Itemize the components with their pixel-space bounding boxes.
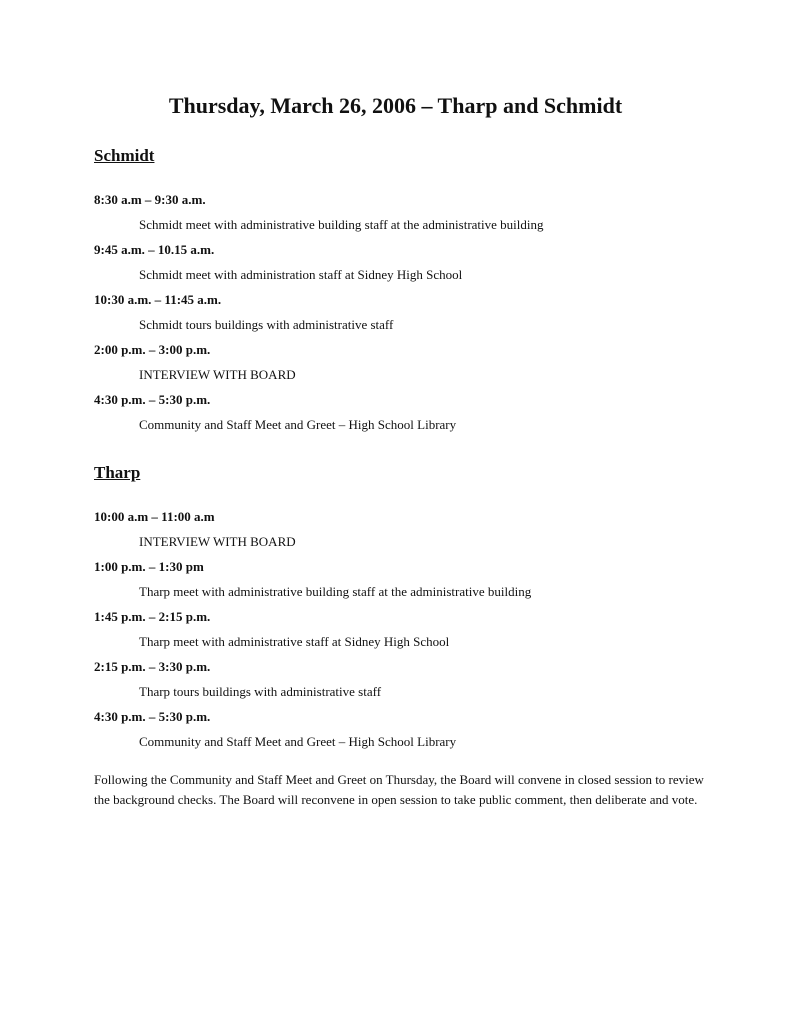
entry-time: 4:30 p.m. – 5:30 p.m. [94,392,211,407]
entry-time: 10:30 a.m. – 11:45 a.m. [94,292,222,307]
schedule-entry [94,237,714,287]
entry-time: 4:30 p.m. – 5:30 p.m. [94,709,211,724]
entry-time: 2:15 p.m. – 3:30 p.m. [94,659,211,674]
schmidt-section [94,145,714,437]
schmidt-schedule [94,187,714,437]
entry-time: 1:45 p.m. – 2:15 p.m. [94,609,211,624]
schedule-entry [94,704,714,754]
schedule-entry [94,554,714,604]
schedule-entry [94,187,714,237]
entry-description: INTERVIEW WITH BOARD [139,534,296,549]
entry-description: Community and Staff Meet and Greet – High School Library [139,417,457,432]
section-heading-tharp: Tharp [94,463,141,482]
entry-description: Schmidt meet with administration staff at Sidney High School [139,267,463,282]
schedule-entry [94,504,714,554]
schedule-entry [94,654,714,704]
tharp-schedule [94,504,714,754]
tharp-section [94,462,714,754]
entry-description: Schmidt meet with administrative building staff at the administrative building [139,217,544,232]
schedule-entry [94,337,714,387]
entry-description: INTERVIEW WITH BOARD [139,367,296,382]
schedule-entry [94,387,714,437]
entry-description: Tharp meet with administrative building staff at the administrative building [139,584,532,599]
entry-time: 1:00 p.m. – 1:30 pm [94,559,204,574]
schedule-entry [94,604,714,654]
entry-description: Schmidt tours buildings with administrative staff [139,317,394,332]
entry-time: 10:00 a.m – 11:00 a.m [94,509,215,524]
closing-paragraph: Following the Community and Staff Meet and Greet on Thursday, the Board will convene in closed session to review the background checks. The Board will reconvene in open session to take public comment, then deliberate and vote. [94,772,704,807]
section-heading-schmidt: Schmidt [94,146,155,165]
entry-time: 8:30 a.m – 9:30 a.m. [94,192,206,207]
entry-description: Tharp tours buildings with administrative staff [139,684,382,699]
entry-description: Community and Staff Meet and Greet – High School Library [139,734,457,749]
schedule-entry [94,287,714,337]
entry-time: 2:00 p.m. – 3:00 p.m. [94,342,211,357]
page-title: Thursday, March 26, 2006 – Tharp and Schmidt [168,93,623,118]
entry-description: Tharp meet with administrative staff at Sidney High School [139,634,450,649]
entry-time: 9:45 a.m. – 10.15 a.m. [94,242,215,257]
